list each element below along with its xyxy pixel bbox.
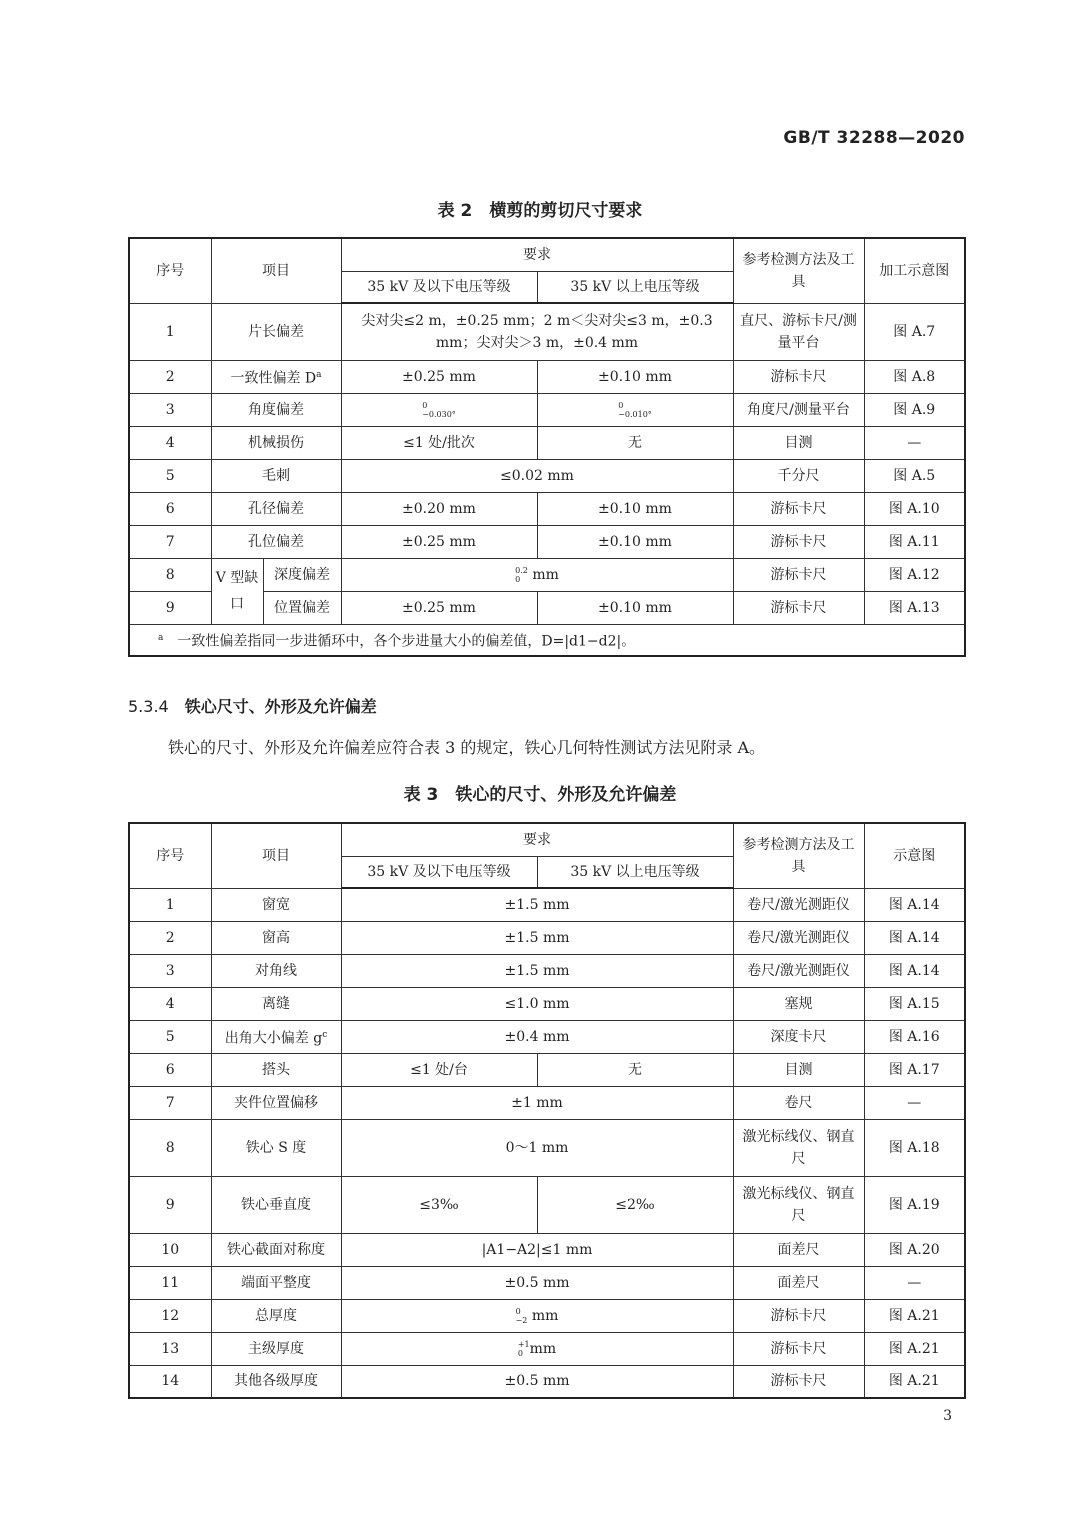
cell-fig: 图 A.15 [864,987,965,1020]
cell-no: 5 [129,459,211,492]
table-row [129,393,965,426]
cell-req: 尖对尖≤2 m，±0.25 mm；2 m＜尖对尖≤3 m，±0.3 mm；尖对尖＞3 m，±0.4 mm [341,303,733,360]
cell-no: 1 [129,888,211,921]
table-note-row [129,624,965,656]
cell-high: ±0.10 mm [537,525,733,558]
cell-low: ≤3‰ [341,1176,537,1233]
cell-method: 千分尺 [733,459,864,492]
standard-code: GB/T 32288—2020 [783,128,965,148]
cell-method: 卷尺/激光测距仪 [733,954,864,987]
paragraph: 铁心的尺寸、外形及允许偏差应符合表 3 的规定，铁心几何特性测试方法见附录 A。 [168,738,765,757]
cell-method: 激光标线仪、钢直尺 [733,1119,864,1176]
cell-method: 游标卡尺 [733,591,864,624]
cell-item: 窗宽 [211,888,341,921]
table-row [129,1053,965,1086]
cell-high: ±0.10 mm [537,591,733,624]
cell-fig: — [864,1266,965,1299]
cell-group: V 型缺口 [211,558,263,624]
cell-item: 铁心 S 度 [211,1119,341,1176]
cell-low: ≤1 处/批次 [341,426,537,459]
cell-item: 夹件位置偏移 [211,1086,341,1119]
cell-fig: 图 A.11 [864,525,965,558]
cell-no: 3 [129,393,211,426]
cell-fig: 图 A.10 [864,492,965,525]
cell-no: 2 [129,921,211,954]
cell-item: 孔径偏差 [211,492,341,525]
cell-low: ≤1 处/台 [341,1053,537,1086]
t3-head-fig: 示意图 [864,823,965,888]
t3-head-low: 35 kV 及以下电压等级 [341,856,537,888]
t2-head-no: 序号 [129,238,211,303]
cell-high: ≤2‰ [537,1176,733,1233]
cell-fig: — [864,426,965,459]
cell-no: 6 [129,492,211,525]
table-row [129,1332,965,1365]
cell-low: 0 −0.030° [341,393,537,426]
cell-item: 窗高 [211,921,341,954]
table-row [129,558,965,591]
cell-fig: — [864,1086,965,1119]
cell-method: 游标卡尺 [733,1299,864,1332]
cell-req: ≤1.0 mm [341,987,733,1020]
t3-head-high: 35 kV 以上电压等级 [537,856,733,888]
cell-no: 8 [129,1119,211,1176]
cell-req: ±1 mm [341,1086,733,1119]
cell-item: 总厚度 [211,1299,341,1332]
cell-high: 无 [537,426,733,459]
t2-head-method: 参考检测方法及工具 [733,238,864,303]
table-row [129,525,965,558]
cell-low: ±0.25 mm [341,591,537,624]
cell-fig: 图 A.13 [864,591,965,624]
cell-method: 卷尺/激光测距仪 [733,921,864,954]
table-row [129,459,965,492]
cell-item: 出角大小偏差 $g^c$ [211,1020,341,1053]
cell-method: 面差尺 [733,1233,864,1266]
table-row [129,303,965,360]
cell-fig: 图 A.5 [864,459,965,492]
cell-no: 11 [129,1266,211,1299]
cell-method: 面差尺 [733,1266,864,1299]
cell-high: 无 [537,1053,733,1086]
cell-req: ±1.5 mm [341,954,733,987]
cell-item: 铁心截面对称度 [211,1233,341,1266]
cell-low: ±0.25 mm [341,525,537,558]
cell-no: 3 [129,954,211,987]
cell-item: 对角线 [211,954,341,987]
cell-low: ±0.25 mm [341,360,537,393]
table-row [129,1119,965,1176]
cell-req: ±1.5 mm [341,888,733,921]
cell-no: 4 [129,426,211,459]
cell-req: 0～1 mm [341,1119,733,1176]
t2-head-high: 35 kV 以上电压等级 [537,271,733,303]
table-row [129,360,965,393]
cell-no: 9 [129,591,211,624]
cell-req: ±0.5 mm [341,1266,733,1299]
cell-req: |A1−A2|≤1 mm [341,1233,733,1266]
cell-item: 一致性偏差 $D^a$ [211,360,341,393]
cell-item: 其他各级厚度 [211,1365,341,1398]
table-row [129,921,965,954]
cell-no: 13 [129,1332,211,1365]
page-number: 3 [943,1408,952,1424]
cell-fig: 图 A.12 [864,558,965,591]
cell-item: 铁心垂直度 [211,1176,341,1233]
cell-method: 目测 [733,426,864,459]
table-row [129,1365,965,1398]
cell-fig: 图 A.7 [864,303,965,360]
cell-method: 深度卡尺 [733,1020,864,1053]
table2-caption: 表 2 横剪的剪切尺寸要求 [437,201,643,221]
cell-method: 游标卡尺 [733,1365,864,1398]
cell-no: 7 [129,1086,211,1119]
t3-head-method: 参考检测方法及工具 [733,823,864,888]
cell-high: 0 −0.010° [537,393,733,426]
cell-fig: 图 A.14 [864,888,965,921]
table-row [129,1176,965,1233]
cell-fig: 图 A.21 [864,1332,965,1365]
cell-method: 塞规 [733,987,864,1020]
cell-req: ≤0.02 mm [341,459,733,492]
cell-fig: 图 A.14 [864,921,965,954]
cell-item: 毛刺 [211,459,341,492]
cell-no: 1 [129,303,211,360]
cell-method: 激光标线仪、钢直尺 [733,1176,864,1233]
cell-no: 5 [129,1020,211,1053]
cell-req: 0.2 0 mm [341,558,733,591]
cell-item: 孔位偏差 [211,525,341,558]
t3-head-item: 项目 [211,823,341,888]
cell-method: 游标卡尺 [733,525,864,558]
cell-method: 目测 [733,1053,864,1086]
cell-fig: 图 A.16 [864,1020,965,1053]
cell-fig: 图 A.21 [864,1299,965,1332]
cell-fig: 图 A.17 [864,1053,965,1086]
cell-method: 游标卡尺 [733,492,864,525]
table-row [129,954,965,987]
table-row [129,1299,965,1332]
cell-item: 搭头 [211,1053,341,1086]
cell-no: 8 [129,558,211,591]
table3-caption: 表 3 铁心的尺寸、外形及允许偏差 [403,785,677,805]
cell-no: 6 [129,1053,211,1086]
t2-head-req: 要求 [341,238,733,271]
cell-no: 10 [129,1233,211,1266]
cell-req: ±0.5 mm [341,1365,733,1398]
table-row [129,1086,965,1119]
table-row [129,987,965,1020]
cell-item: 端面平整度 [211,1266,341,1299]
cell-req: +1 0 mm [341,1332,733,1365]
cell-req: 0 −2 mm [341,1299,733,1332]
cell-fig: 图 A.9 [864,393,965,426]
table2 [128,237,966,657]
cell-method: 游标卡尺 [733,1332,864,1365]
cell-method: 直尺、游标卡尺/测量平台 [733,303,864,360]
cell-method: 游标卡尺 [733,558,864,591]
t2-head-item: 项目 [211,238,341,303]
t2-head-low: 35 kV 及以下电压等级 [341,271,537,303]
cell-no: 7 [129,525,211,558]
table-row [129,1233,965,1266]
cell-no: 12 [129,1299,211,1332]
t3-head-no: 序号 [129,823,211,888]
cell-fig: 图 A.8 [864,360,965,393]
cell-fig: 图 A.20 [864,1233,965,1266]
cell-no: 2 [129,360,211,393]
cell-low: ±0.20 mm [341,492,537,525]
cell-fig: 图 A.14 [864,954,965,987]
cell-req: ±1.5 mm [341,921,733,954]
cell-item: 离缝 [211,987,341,1020]
table-row [129,888,965,921]
table-row [129,492,965,525]
cell-fig: 图 A.19 [864,1176,965,1233]
cell-req: ±0.4 mm [341,1020,733,1053]
cell-high: ±0.10 mm [537,360,733,393]
t3-head-req: 要求 [341,823,733,856]
cell-item: 深度偏差 [263,558,341,591]
cell-item: 片长偏差 [211,303,341,360]
cell-item: 位置偏差 [263,591,341,624]
section-heading: 5.3.4 铁心尺寸、外形及允许偏差 [128,697,377,716]
cell-no: 9 [129,1176,211,1233]
cell-no: 4 [129,987,211,1020]
cell-no: 14 [129,1365,211,1398]
cell-high: ±0.10 mm [537,492,733,525]
cell-fig: 图 A.21 [864,1365,965,1398]
table-row [129,1266,965,1299]
cell-item: 主级厚度 [211,1332,341,1365]
cell-method: 角度尺/测量平台 [733,393,864,426]
table3 [128,822,966,1399]
t2-head-fig: 加工示意图 [864,238,965,303]
cell-method: 卷尺/激光测距仪 [733,888,864,921]
cell-item: 角度偏差 [211,393,341,426]
cell-fig: 图 A.18 [864,1119,965,1176]
table2-note: $^a$ 一致性偏差指同一步进循环中，各个步进量大小的偏差值，D=|d1−d2|。 [129,624,965,656]
cell-item: 机械损伤 [211,426,341,459]
cell-method: 卷尺 [733,1086,864,1119]
table-row [129,426,965,459]
table-row [129,1020,965,1053]
cell-method: 游标卡尺 [733,360,864,393]
